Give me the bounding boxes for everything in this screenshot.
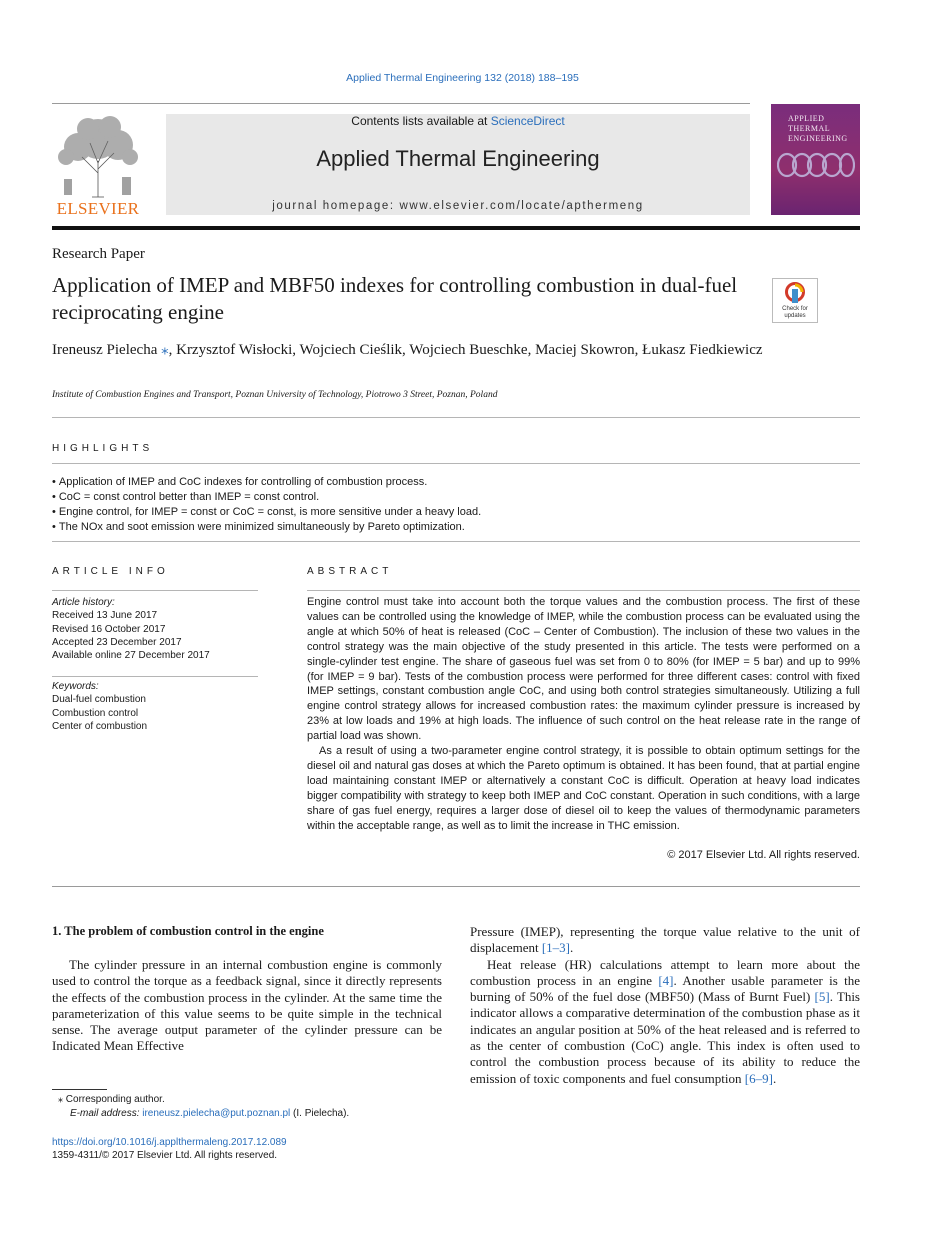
contents-line [166, 114, 750, 128]
history-received: Received 13 June 2017 [52, 610, 158, 622]
keywords-label: Keywords: [52, 681, 99, 692]
body-paragraph [470, 957, 860, 1087]
keywords [52, 680, 147, 733]
divider [52, 590, 258, 591]
article-title: Application of IMEP and MBF50 indexes for controlling combustion in dual-fuel reciprocating engine [52, 273, 738, 324]
cover-title [788, 114, 848, 144]
highlights-list [52, 475, 860, 535]
abstract-paragraph: As a result of using a two-parameter engine control strategy, it is possible to obtain optimum settings for the diesel oil and natural gas doses at which the Pareto optimum is obtained. It has been found, that at partial engine load maintaining constant IMEP or alternatively a constant CoC is difficult. Operation at heavy load indicates bigger compatibility with strategy to keep both IMEP and CoC constant. Operation in such conditions, with a large share of gas fuel energy, requires a larger dose of diesel oil to keep the values of thermodynamic parameters within the acceptable range, as well as to limit the increase in THC emission. [307, 745, 860, 832]
divider [52, 676, 258, 677]
top-rule [52, 103, 750, 104]
article-type: Research Paper [52, 246, 145, 262]
abstract-paragraph: Engine control must take into account both the torque values and the combustion process. The first of these values can be controlled using the knowledge of IMEP, while the combustion process can be evaluated using the angle at which 50% of heat is released (CoC – Center of Combustion). The inclusion of these two values in the control strategy was the main objective of the study presented in this article. The tests were performed on a single-cylinder test engine. The share of gaseous fuel was set from 0 to 80% (for IMEP = 5 bar) and up to 99% (for IMEP = 9 bar). Tests of the combustion process were performed for three different cases: control with fixed IMEP settings, constant combustion angle CoC, and using both control strategies simultaneously. Utilizing a full engine control strategy allows for increased combustion rates: the maximum cylinder pressure is increased by 23% at low loads and 19% at high loads. The influence of such control on the heat release rate in the range of partial load was shown. [307, 596, 860, 743]
email-note [70, 1108, 349, 1119]
history-online: Available online 27 December 2017 [52, 650, 210, 662]
footnote-mark: ⁎ [58, 1094, 63, 1105]
sciencedirect-link[interactable]: ScienceDirect [490, 114, 565, 128]
history-revised: Revised 16 October 2017 [52, 623, 166, 635]
article-info-heading: ARTICLE INFO [52, 566, 169, 577]
body-text: . [570, 940, 574, 956]
email-label: E-mail address: [70, 1108, 143, 1119]
body-text: . This indicator allows a comparative determination of the combustion phase as it indicates an angular position at 50% of the heat released and is referred to as the center of combustion (CoC) angle. This index is often used to control the combustion process because of its ability to reduce the emission of toxic components and fuel consumption [470, 989, 860, 1086]
journal-reference-link[interactable]: Applied Thermal Engineering 132 (2018) 188–195 [346, 72, 579, 84]
section-heading: 1. The problem of combustion control in the engine [52, 924, 324, 938]
corresponding-author-mark[interactable]: ⁎ [161, 342, 169, 358]
highlight-item: • CoC = const control better than IMEP = const control. [52, 490, 860, 505]
divider [52, 463, 860, 464]
check-updates-line: Check for [782, 306, 808, 312]
body-column-right [470, 924, 860, 1087]
journal-homepage[interactable]: journal homepage: www.elsevier.com/locate/apthermeng [272, 200, 644, 212]
footnote-rule [52, 1089, 107, 1090]
article-history [52, 596, 210, 662]
body-text: . [772, 1070, 777, 1086]
check-updates-icon [785, 282, 805, 304]
affiliation: Institute of Combustion Engines and Transport, Poznan University of Technology, Piotrowo 3 Street, Poznan, Poland [52, 390, 498, 400]
citation-link[interactable]: [6–9] [744, 1070, 773, 1086]
divider [52, 417, 860, 418]
contents-prefix: Contents lists available at [351, 114, 491, 128]
cover-title-line: APPLIED [788, 114, 825, 123]
doi-link[interactable]: https://doi.org/10.1016/j.applthermaleng.2017.12.089 [52, 1137, 287, 1148]
header-thick-rule [52, 226, 860, 230]
highlight-item: • Application of IMEP and CoC indexes for controlling of combustion process. [52, 475, 860, 490]
body-text: Pressure (IMEP), representing the torque value relative to the unit of displacement [470, 924, 860, 956]
highlights-heading: HIGHLIGHTS [52, 443, 154, 454]
history-accepted: Accepted 23 December 2017 [52, 636, 182, 648]
email-suffix: (I. Pielecha). [290, 1108, 350, 1119]
body-text: . Another usable parameter is the burning of 50% of the fuel dose (MBF50) (Mass of Burnt Fuel) [470, 972, 860, 1005]
cover-title-line: ENGINEERING [788, 134, 848, 143]
keyword: Combustion control [52, 707, 139, 719]
highlight-item: • The NOx and soot emission were minimized simultaneously by Pareto optimization. [52, 520, 860, 535]
abstract-heading: ABSTRACT [307, 566, 393, 577]
divider [307, 590, 860, 591]
divider [52, 886, 860, 887]
issn-line: 1359-4311/© 2017 Elsevier Ltd. All rights reserved. [52, 1150, 278, 1161]
keyword: Dual-fuel combustion [52, 694, 146, 706]
citation-link[interactable]: [5] [814, 989, 830, 1005]
publisher-wordmark: ELSEVIER [56, 199, 140, 218]
author-list [52, 340, 812, 361]
corresponding-author-note [58, 1094, 165, 1105]
abstract-copyright: © 2017 Elsevier Ltd. All rights reserved. [667, 849, 860, 861]
keyword: Center of combustion [52, 720, 148, 732]
citation-link[interactable]: [4] [658, 972, 674, 988]
check-for-updates-button[interactable] [772, 278, 818, 323]
cover-title-line: THERMAL [788, 124, 831, 133]
history-label: Article history: [52, 597, 115, 608]
check-updates-line: updates [784, 313, 806, 319]
author-first: Ireneusz Pielecha [52, 342, 158, 358]
body-paragraph [470, 924, 860, 955]
body-paragraph: The cylinder pressure in an internal combustion engine is commonly used to control the torque as a feedback signal, since it directly represents the effects of the combustion process in the cylinder. At the same time the parameterization of this value seems to be quite simple in the technical sense. The average output parameter of the cylinder pressure can be Indicated Mean Effective [52, 957, 442, 1054]
tree-icon [52, 113, 144, 199]
journal-title: Applied Thermal Engineering [316, 146, 600, 171]
body-text: Heat release (HR) calculations attempt to learn more about the combustion process in an engine [470, 956, 860, 988]
citation-link[interactable]: [1–3] [541, 940, 571, 956]
check-updates-label [773, 306, 817, 320]
highlight-item: • Engine control, for IMEP = const or CoC = const, is more sensitive under a heavy load. [52, 505, 860, 520]
author-rest: , Krzysztof Wisłocki, Wojciech Cieślik, Wojciech Bueschke, Maciej Skowron, Łukasz Fiedkiewicz [168, 342, 763, 358]
journal-cover-image [771, 104, 860, 215]
divider [52, 541, 860, 542]
cover-rings-icon [777, 150, 855, 180]
body-column-left [52, 957, 442, 1055]
footnote-text: Corresponding author. [65, 1094, 165, 1105]
abstract-text [307, 595, 860, 834]
email-link[interactable]: ireneusz.pielecha@put.poznan.pl [142, 1108, 291, 1119]
